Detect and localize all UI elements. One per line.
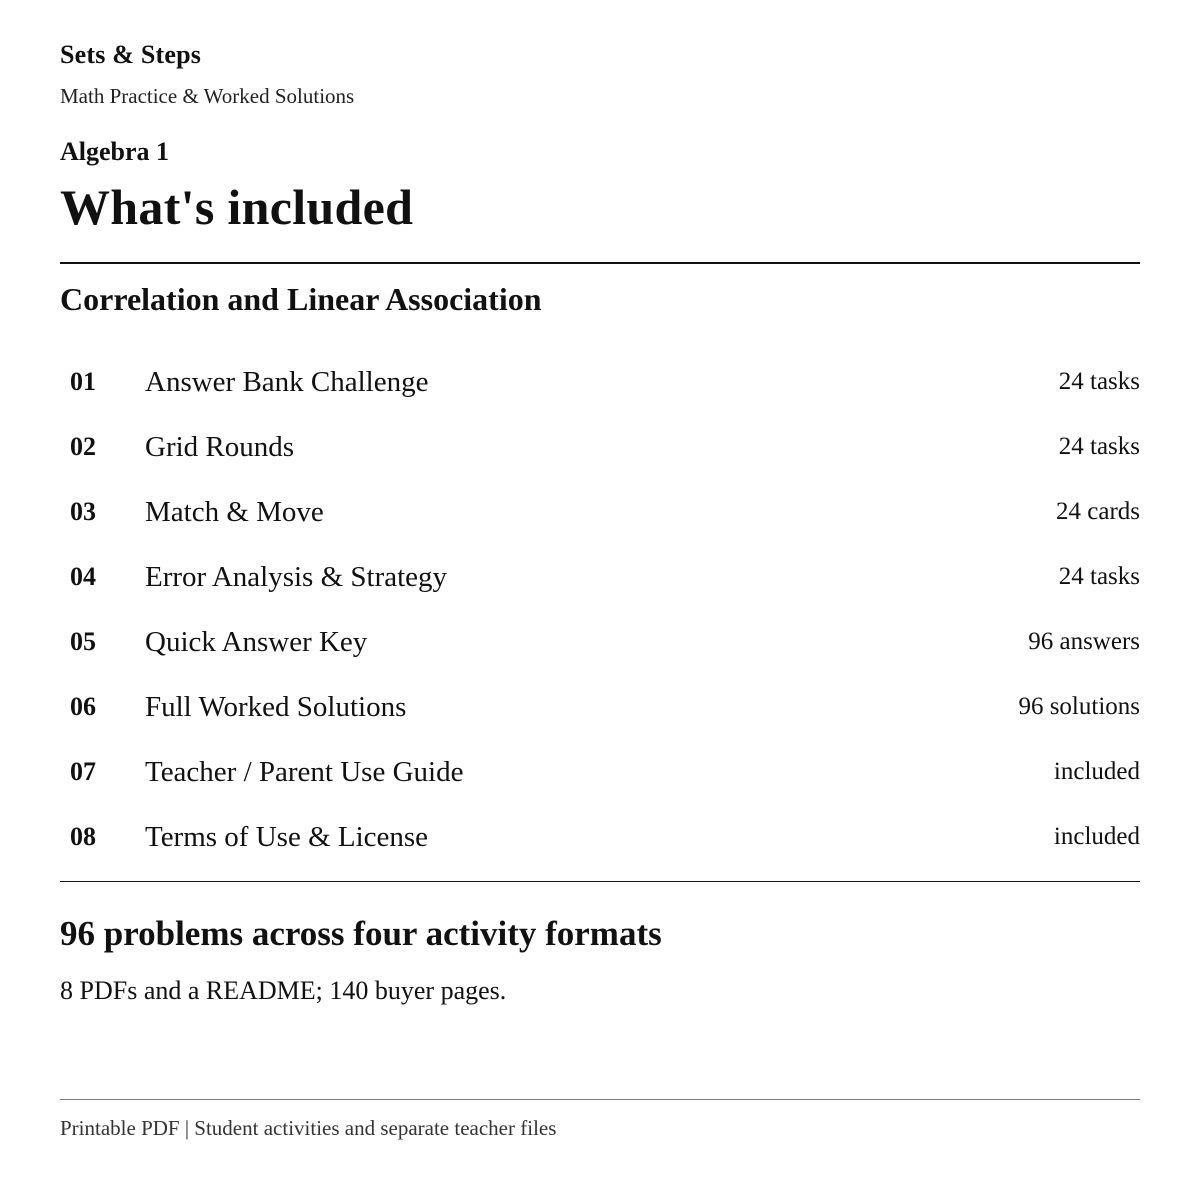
item-number: 08 xyxy=(70,822,96,851)
item-name: Answer Bank Challenge xyxy=(145,366,429,398)
list-item xyxy=(60,612,1140,677)
list-item xyxy=(60,677,1140,742)
item-number: 05 xyxy=(70,627,96,656)
item-name: Error Analysis & Strategy xyxy=(145,561,448,593)
item-name: Terms of Use & License xyxy=(145,821,429,853)
course-label: Algebra 1 xyxy=(60,137,170,166)
list-item xyxy=(60,417,1140,482)
item-number: 02 xyxy=(70,432,96,461)
item-count: 96 answers xyxy=(1028,628,1140,655)
item-name: Match & Move xyxy=(145,496,324,528)
divider-top xyxy=(60,262,1140,264)
item-count: 24 tasks xyxy=(1058,433,1140,460)
item-name: Full Worked Solutions xyxy=(145,691,407,723)
item-count: 24 cards xyxy=(1056,498,1140,525)
list-item xyxy=(60,807,1140,872)
item-name: Teacher / Parent Use Guide xyxy=(145,756,464,788)
item-number: 01 xyxy=(70,367,96,396)
divider-bottom xyxy=(60,1099,1140,1100)
footer-text: Printable PDF | Student activities and separate teacher files xyxy=(60,1116,557,1140)
item-number: 03 xyxy=(70,497,96,526)
list-item xyxy=(60,547,1140,612)
list-item xyxy=(60,742,1140,807)
item-count: included xyxy=(1053,823,1140,850)
item-count: 24 tasks xyxy=(1058,368,1140,395)
contents-list xyxy=(60,352,1140,872)
item-name: Quick Answer Key xyxy=(145,626,368,658)
item-name: Grid Rounds xyxy=(145,431,295,463)
item-count: 24 tasks xyxy=(1058,563,1140,590)
list-item xyxy=(60,352,1140,417)
summary-detail: 8 PDFs and a README; 140 buyer pages. xyxy=(60,976,507,1005)
item-count: included xyxy=(1053,758,1140,785)
item-number: 07 xyxy=(70,757,96,786)
divider-middle xyxy=(60,881,1140,882)
item-number: 04 xyxy=(70,562,96,591)
brand-tagline: Math Practice & Worked Solutions xyxy=(60,84,355,108)
brand-name: Sets & Steps xyxy=(60,40,202,69)
section-title: Correlation and Linear Association xyxy=(60,281,542,317)
summary-headline: 96 problems across four activity formats xyxy=(60,914,662,953)
item-count: 96 solutions xyxy=(1018,693,1140,720)
list-item xyxy=(60,482,1140,547)
item-number: 06 xyxy=(70,692,96,721)
page-title: What's included xyxy=(60,179,414,235)
